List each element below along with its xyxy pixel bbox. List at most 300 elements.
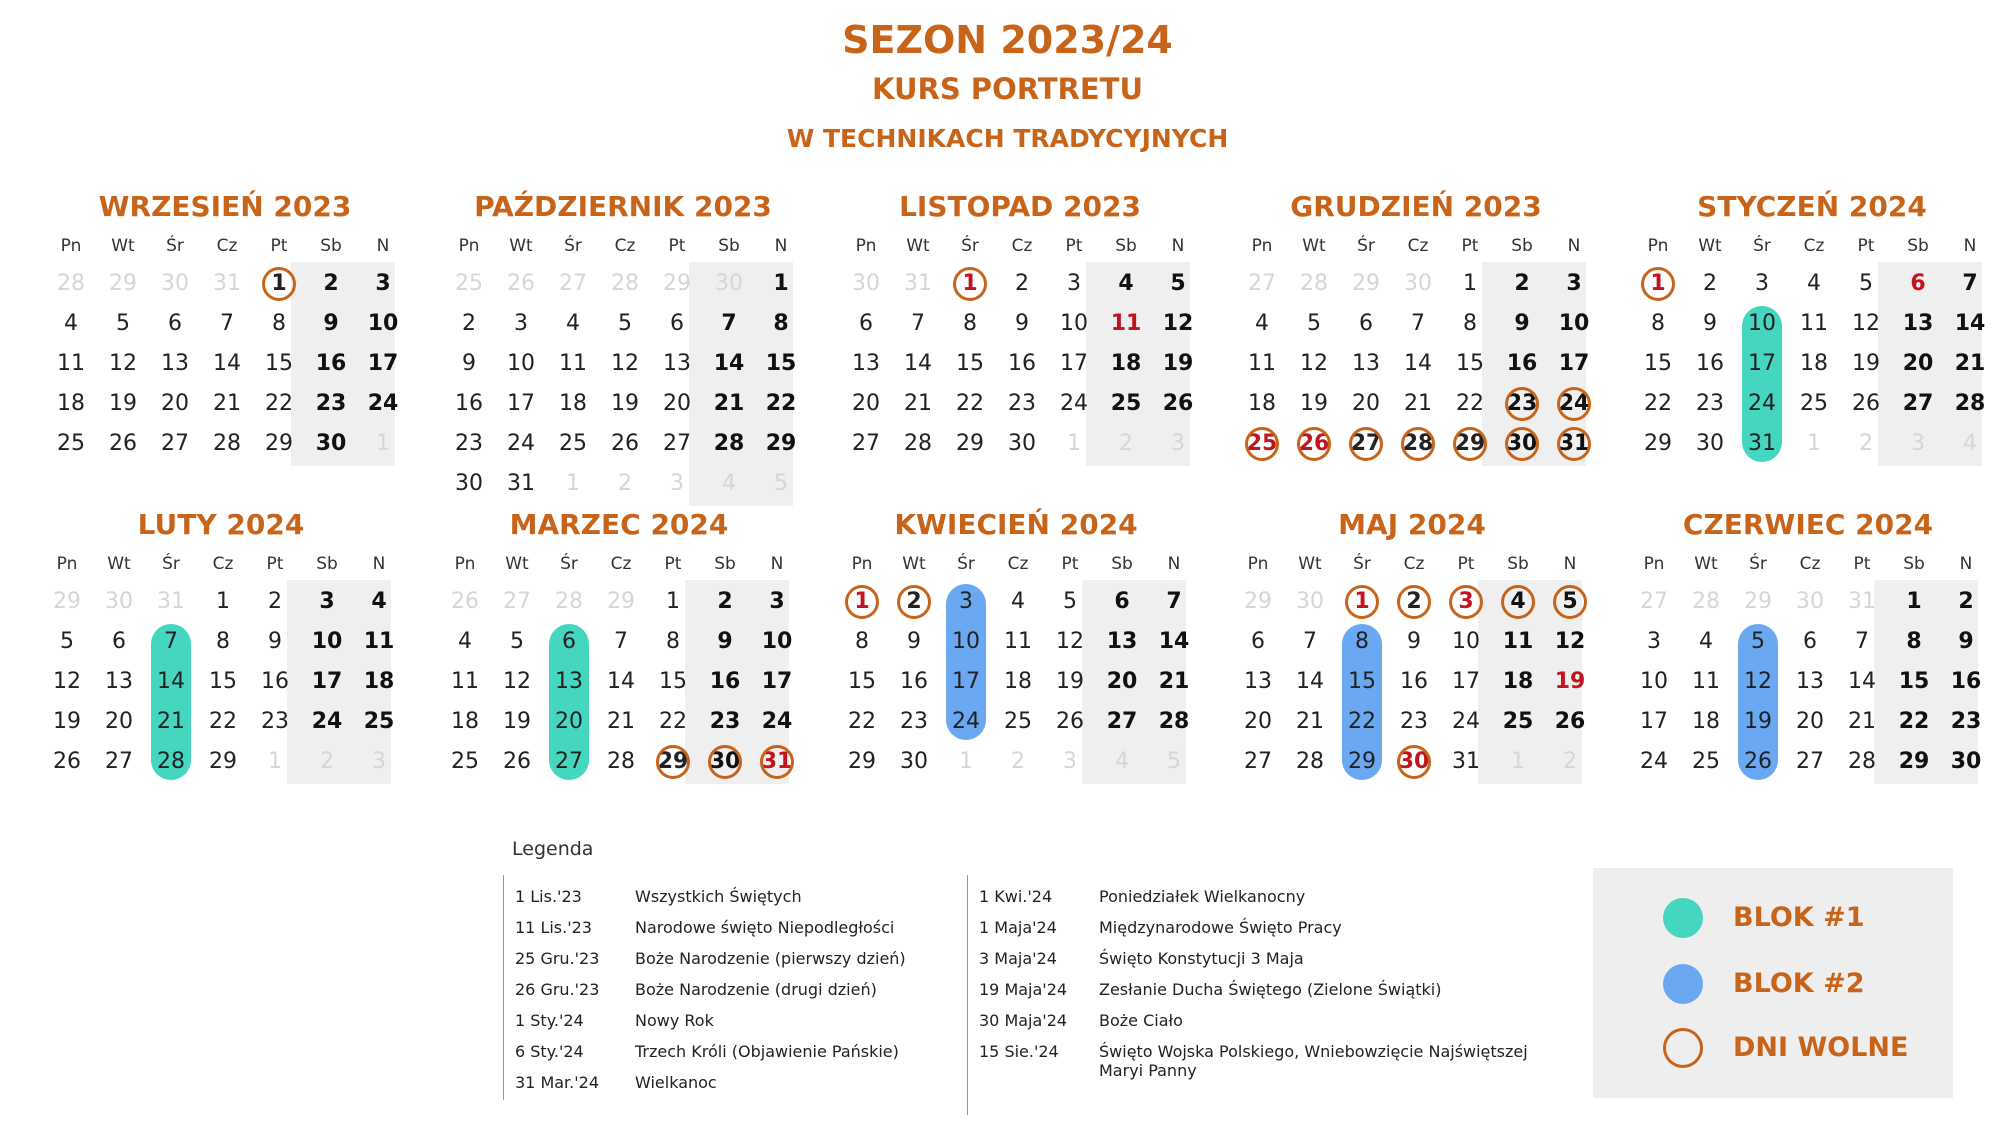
day-cell: 27 — [1902, 391, 1934, 416]
day-cell: 30 — [315, 431, 347, 456]
day-cell: 24 — [1748, 391, 1776, 416]
legend-name: Zesłanie Ducha Świętego (Zielone Świątki) — [1099, 980, 1442, 999]
legend-date: 15 Sie.'24 — [979, 1042, 1059, 1061]
day-cell: 7 — [1855, 629, 1869, 654]
day-cell: 31 — [213, 271, 241, 296]
day-cell: 18 — [1800, 351, 1828, 376]
day-cell: 15 — [956, 351, 984, 376]
day-cell: 9 — [323, 311, 339, 336]
day-cell: 20 — [663, 391, 691, 416]
day-cell: 22 — [1456, 391, 1484, 416]
day-cell: 5 — [1063, 589, 1077, 614]
weekday-header: N — [1171, 236, 1185, 256]
key-label: DNI WOLNE — [1733, 1032, 1909, 1063]
page-subtitle-2: W TECHNIKACH TRADYCYJNYCH — [786, 124, 1229, 153]
day-off-ring-icon — [1345, 585, 1379, 619]
weekday-header: Pn — [1643, 554, 1665, 574]
day-cell: 9 — [907, 629, 921, 654]
day-cell: 1 — [959, 749, 973, 774]
day-cell: 22 — [848, 709, 876, 734]
day-cell: 4 — [1963, 431, 1977, 456]
day-cell: 26 — [1162, 391, 1194, 416]
day-cell: 29 — [109, 271, 137, 296]
day-cell: 25 — [455, 271, 483, 296]
day-cell: 17 — [1748, 351, 1776, 376]
legend-date: 3 Maja'24 — [979, 949, 1057, 968]
day-cell: 16 — [455, 391, 483, 416]
day-off-ring-icon — [1297, 427, 1331, 461]
day-cell: 29 — [1352, 271, 1380, 296]
day-off-ring-icon — [1397, 585, 1431, 619]
day-cell: 30 — [1404, 271, 1432, 296]
weekday-header: N — [1567, 236, 1581, 256]
day-cell: 13 — [1244, 669, 1272, 694]
month-title: STYCZEŃ 2024 — [1697, 190, 1927, 223]
weekday-header: Sb — [1511, 236, 1533, 256]
day-cell: 3 — [1566, 271, 1582, 296]
day-cell: 9 — [1407, 629, 1421, 654]
month-title: GRUDZIEŃ 2023 — [1290, 190, 1542, 223]
day-cell: 25 — [1800, 391, 1828, 416]
day-cell: 12 — [1852, 311, 1880, 336]
day-cell: 13 — [105, 669, 133, 694]
day-off-ring-icon — [1245, 427, 1279, 461]
day-cell: 19 — [1162, 351, 1194, 376]
day-cell: 10 — [367, 311, 399, 336]
key-block2 — [1593, 962, 1953, 1006]
day-cell: 26 — [611, 431, 639, 456]
weekday-header: Cz — [1799, 554, 1821, 574]
legend-name: Wszystkich Świętych — [635, 887, 802, 906]
day-cell: 12 — [503, 669, 531, 694]
day-cell: 10 — [1640, 669, 1668, 694]
legend-date: 30 Maja'24 — [979, 1011, 1068, 1030]
weekday-header: Cz — [1403, 554, 1425, 574]
day-cell: 7 — [1303, 629, 1317, 654]
day-cell: 6 — [1803, 629, 1817, 654]
day-off-ring-icon — [1505, 387, 1539, 421]
day-cell: 19 — [1300, 391, 1328, 416]
day-cell: 27 — [1248, 271, 1276, 296]
day-cell: 27 — [503, 589, 531, 614]
day-cell: 11 — [1800, 311, 1828, 336]
day-cell: 1 — [854, 589, 870, 614]
day-cell: 31 — [157, 589, 185, 614]
day-cell: 23 — [1008, 391, 1036, 416]
day-cell: 3 — [1458, 589, 1474, 614]
day-cell: 12 — [611, 351, 639, 376]
weekday-header: Sb — [320, 236, 342, 256]
day-cell: 1 — [1354, 589, 1370, 614]
day-cell: 28 — [1692, 589, 1720, 614]
weekday-header: Śr — [166, 236, 184, 256]
month-7 — [836, 508, 1196, 828]
day-off-ring-icon — [1501, 585, 1535, 619]
day-off-ring-icon — [760, 745, 794, 779]
weekday-header: Pn — [56, 554, 78, 574]
day-cell: 20 — [852, 391, 880, 416]
day-cell: 1 — [962, 271, 978, 296]
weekday-header: Śr — [1753, 236, 1771, 256]
day-cell: 2 — [1958, 589, 1974, 614]
day-cell: 17 — [1640, 709, 1668, 734]
day-cell: 24 — [1452, 709, 1480, 734]
day-cell: 2 — [1015, 271, 1029, 296]
day-cell: 3 — [1755, 271, 1769, 296]
day-cell: 13 — [555, 669, 583, 694]
day-cell: 20 — [1796, 709, 1824, 734]
day-cell: 1 — [1067, 431, 1081, 456]
day-cell: 30 — [709, 749, 741, 774]
weekday-header: Pn — [851, 554, 873, 574]
legend-name: Boże Ciało — [1099, 1011, 1183, 1030]
day-cell: 26 — [109, 431, 137, 456]
day-cell: 14 — [1158, 629, 1190, 654]
day-cell: 9 — [717, 629, 733, 654]
weekday-header: Pt — [1061, 554, 1079, 574]
day-cell: 12 — [109, 351, 137, 376]
day-off-ring-icon — [1349, 427, 1383, 461]
day-cell: 8 — [1906, 629, 1922, 654]
day-cell: 19 — [611, 391, 639, 416]
weekday-header: Pn — [855, 236, 877, 256]
day-off-ring-icon — [1453, 427, 1487, 461]
day-off-ring-icon — [897, 585, 931, 619]
day-cell: 8 — [1463, 311, 1477, 336]
day-cell: 4 — [1115, 749, 1129, 774]
weekday-header: Śr — [957, 554, 975, 574]
day-cell: 31 — [1748, 431, 1776, 456]
day-cell: 4 — [722, 471, 736, 496]
day-cell: 1 — [1906, 589, 1922, 614]
key-block1 — [1593, 896, 1953, 940]
day-cell: 16 — [709, 669, 741, 694]
day-off-ring-icon — [1397, 745, 1431, 779]
day-cell: 18 — [559, 391, 587, 416]
day-off-ring-icon — [1449, 585, 1483, 619]
day-cell: 21 — [607, 709, 635, 734]
day-cell: 31 — [1558, 431, 1590, 456]
weekday-header: Pt — [664, 554, 682, 574]
legend-name: Międzynarodowe Święto Pracy — [1099, 918, 1342, 937]
day-cell: 6 — [1359, 311, 1373, 336]
day-cell: 11 — [363, 629, 395, 654]
day-cell: 26 — [1852, 391, 1880, 416]
day-cell: 2 — [320, 749, 334, 774]
legend-date: 1 Maja'24 — [979, 918, 1057, 937]
day-cell: 14 — [1296, 669, 1324, 694]
day-cell: 2 — [1406, 589, 1422, 614]
day-cell: 17 — [1558, 351, 1590, 376]
day-cell: 1 — [1807, 431, 1821, 456]
day-cell: 28 — [607, 749, 635, 774]
page-title: SEZON 2023/24 — [842, 18, 1173, 62]
day-cell: 29 — [1898, 749, 1930, 774]
day-cell: 3 — [319, 589, 335, 614]
day-cell: 7 — [164, 629, 178, 654]
day-cell: 1 — [1463, 271, 1477, 296]
month-4 — [1632, 190, 1992, 510]
day-cell: 3 — [514, 311, 528, 336]
weekday-header: Wt — [1694, 554, 1718, 574]
weekday-header: Wt — [1698, 236, 1722, 256]
day-cell: 9 — [462, 351, 476, 376]
weekday-header: Sb — [1115, 236, 1137, 256]
legend-name: Święto Wojska Polskiego, Wniebowzięcie Najświętszej Maryi Panny — [1099, 1042, 1528, 1080]
day-cell: 20 — [555, 709, 583, 734]
weekday-header: N — [1959, 554, 1973, 574]
month-0 — [45, 190, 405, 510]
day-cell: 23 — [709, 709, 741, 734]
day-cell: 3 — [1067, 271, 1081, 296]
month-2 — [840, 190, 1200, 510]
legend-date: 25 Gru.'23 — [515, 949, 600, 968]
day-cell: 2 — [1514, 271, 1530, 296]
day-cell: 16 — [1950, 669, 1982, 694]
day-cell: 10 — [1558, 311, 1590, 336]
day-cell: 27 — [1350, 431, 1382, 456]
weekday-header: Cz — [216, 236, 238, 256]
day-cell: 19 — [109, 391, 137, 416]
month-9 — [1628, 508, 1988, 828]
day-cell: 14 — [1404, 351, 1432, 376]
month-8 — [1232, 508, 1592, 828]
day-cell: 13 — [1902, 311, 1934, 336]
day-cell: 3 — [372, 749, 386, 774]
day-cell: 10 — [761, 629, 793, 654]
day-cell: 28 — [713, 431, 745, 456]
ring-swatch-icon — [1663, 1028, 1703, 1068]
day-cell: 25 — [363, 709, 395, 734]
day-cell: 28 — [904, 431, 932, 456]
day-cell: 20 — [105, 709, 133, 734]
legend-name: Nowy Rok — [635, 1011, 714, 1030]
day-cell: 16 — [315, 351, 347, 376]
day-cell: 4 — [1255, 311, 1269, 336]
day-cell: 1 — [271, 271, 287, 296]
month-3 — [1236, 190, 1596, 510]
day-off-ring-icon — [708, 745, 742, 779]
day-cell: 4 — [1118, 271, 1134, 296]
day-cell: 15 — [1456, 351, 1484, 376]
day-cell: 5 — [618, 311, 632, 336]
month-1 — [443, 190, 803, 510]
day-cell: 19 — [1554, 669, 1586, 694]
day-cell: 21 — [157, 709, 185, 734]
day-cell: 21 — [1404, 391, 1432, 416]
weekday-header: N — [372, 554, 386, 574]
day-cell: 31 — [507, 471, 535, 496]
weekday-header: Pt — [1065, 236, 1083, 256]
day-cell: 19 — [1744, 709, 1772, 734]
day-cell: 1 — [216, 589, 230, 614]
day-cell: 12 — [1162, 311, 1194, 336]
day-cell: 15 — [1348, 669, 1376, 694]
legend-date: 1 Lis.'23 — [515, 887, 582, 906]
weekday-header: Śr — [560, 554, 578, 574]
weekday-header: Sb — [714, 554, 736, 574]
day-cell: 12 — [53, 669, 81, 694]
day-cell: 6 — [1910, 271, 1926, 296]
day-cell: 24 — [1060, 391, 1088, 416]
day-cell: 29 — [1454, 431, 1486, 456]
day-cell: 8 — [1355, 629, 1369, 654]
day-cell: 26 — [53, 749, 81, 774]
day-cell: 29 — [663, 271, 691, 296]
day-cell: 10 — [311, 629, 343, 654]
day-cell: 18 — [1004, 669, 1032, 694]
day-cell: 5 — [1307, 311, 1321, 336]
day-cell: 3 — [769, 589, 785, 614]
day-cell: 29 — [848, 749, 876, 774]
day-cell: 17 — [507, 391, 535, 416]
day-cell: 4 — [566, 311, 580, 336]
day-cell: 27 — [559, 271, 587, 296]
day-cell: 8 — [773, 311, 789, 336]
day-cell: 21 — [213, 391, 241, 416]
day-cell: 19 — [53, 709, 81, 734]
day-cell: 25 — [1110, 391, 1142, 416]
day-cell: 28 — [213, 431, 241, 456]
day-cell: 29 — [765, 431, 797, 456]
weekday-header: N — [1963, 236, 1977, 256]
weekday-header: Sb — [1111, 554, 1133, 574]
day-cell: 20 — [1902, 351, 1934, 376]
legend-name: Święto Konstytucji 3 Maja — [1099, 949, 1304, 968]
day-cell: 10 — [1452, 629, 1480, 654]
day-off-ring-icon — [1557, 427, 1591, 461]
day-cell: 12 — [1744, 669, 1772, 694]
day-cell: 7 — [614, 629, 628, 654]
day-cell: 29 — [1244, 589, 1272, 614]
day-cell: 1 — [773, 271, 789, 296]
day-cell: 26 — [1056, 709, 1084, 734]
day-cell: 4 — [64, 311, 78, 336]
weekday-header: Wt — [107, 554, 131, 574]
day-cell: 15 — [1898, 669, 1930, 694]
day-cell: 2 — [323, 271, 339, 296]
day-cell: 30 — [1398, 749, 1430, 774]
legend-name: Wielkanoc — [635, 1073, 717, 1092]
day-cell: 3 — [670, 471, 684, 496]
weekday-header: Sb — [1507, 554, 1529, 574]
day-cell: 3 — [1911, 431, 1925, 456]
day-cell: 11 — [1692, 669, 1720, 694]
weekday-header: Wt — [906, 236, 930, 256]
day-cell: 29 — [956, 431, 984, 456]
weekday-header: N — [1563, 554, 1577, 574]
day-cell: 27 — [1106, 709, 1138, 734]
day-cell: 30 — [1950, 749, 1982, 774]
day-cell: 13 — [1106, 629, 1138, 654]
day-cell: 10 — [1060, 311, 1088, 336]
weekday-header: Sb — [1907, 236, 1929, 256]
weekday-header: Pn — [458, 236, 480, 256]
day-cell: 30 — [1696, 431, 1724, 456]
day-off-ring-icon — [262, 267, 296, 301]
day-cell: 28 — [1848, 749, 1876, 774]
weekday-header: Pn — [60, 236, 82, 256]
day-off-ring-icon — [1401, 427, 1435, 461]
day-cell: 24 — [507, 431, 535, 456]
month-title: MAJ 2024 — [1338, 508, 1486, 541]
weekday-header: Cz — [212, 554, 234, 574]
month-title: PAŹDZIERNIK 2023 — [474, 190, 772, 223]
day-cell: 15 — [765, 351, 797, 376]
day-cell: 1 — [376, 431, 390, 456]
day-cell: 27 — [161, 431, 189, 456]
day-cell: 29 — [657, 749, 689, 774]
day-cell: 25 — [57, 431, 85, 456]
day-off-ring-icon — [656, 745, 690, 779]
day-cell: 8 — [272, 311, 286, 336]
day-cell: 22 — [956, 391, 984, 416]
day-cell: 2 — [906, 589, 922, 614]
day-cell: 28 — [1954, 391, 1986, 416]
day-cell: 30 — [1796, 589, 1824, 614]
legend-name: Trzech Króli (Objawienie Pańskie) — [635, 1042, 899, 1061]
day-cell: 18 — [1692, 709, 1720, 734]
day-cell: 2 — [618, 471, 632, 496]
day-cell: 14 — [213, 351, 241, 376]
day-cell: 30 — [455, 471, 483, 496]
day-cell: 20 — [161, 391, 189, 416]
day-cell: 6 — [168, 311, 182, 336]
day-cell: 16 — [1400, 669, 1428, 694]
day-cell: 3 — [1647, 629, 1661, 654]
day-cell: 4 — [1699, 629, 1713, 654]
day-cell: 20 — [1106, 669, 1138, 694]
day-cell: 13 — [1352, 351, 1380, 376]
month-title: KWIECIEŃ 2024 — [894, 508, 1138, 541]
day-cell: 2 — [1119, 431, 1133, 456]
day-cell: 17 — [1060, 351, 1088, 376]
month-title: WRZESIEŃ 2023 — [98, 190, 352, 223]
day-cell: 12 — [1554, 629, 1586, 654]
day-cell: 26 — [1554, 709, 1586, 734]
day-cell: 29 — [1348, 749, 1376, 774]
day-cell: 15 — [659, 669, 687, 694]
weekday-header: N — [376, 236, 390, 256]
day-cell: 1 — [566, 471, 580, 496]
day-cell: 18 — [57, 391, 85, 416]
legend-date: 11 Lis.'23 — [515, 918, 592, 937]
day-cell: 28 — [1402, 431, 1434, 456]
day-cell: 15 — [265, 351, 293, 376]
day-cell: 9 — [1958, 629, 1974, 654]
day-cell: 28 — [157, 749, 185, 774]
day-cell: 21 — [1954, 351, 1986, 376]
day-off-ring-icon — [1641, 267, 1675, 301]
day-cell: 7 — [1411, 311, 1425, 336]
day-cell: 28 — [1158, 709, 1190, 734]
day-cell: 24 — [952, 709, 980, 734]
weekday-header: Wt — [1298, 554, 1322, 574]
day-cell: 16 — [261, 669, 289, 694]
day-cell: 1 — [1650, 271, 1666, 296]
day-cell: 5 — [1751, 629, 1765, 654]
day-cell: 13 — [1796, 669, 1824, 694]
day-cell: 16 — [1506, 351, 1538, 376]
key-days-off — [1593, 1026, 1953, 1070]
day-cell: 30 — [1506, 431, 1538, 456]
day-cell: 25 — [1246, 431, 1278, 456]
day-off-ring-icon — [1553, 585, 1587, 619]
day-cell: 13 — [161, 351, 189, 376]
day-cell: 14 — [713, 351, 745, 376]
day-cell: 7 — [911, 311, 925, 336]
weekday-header: Pn — [1251, 236, 1273, 256]
